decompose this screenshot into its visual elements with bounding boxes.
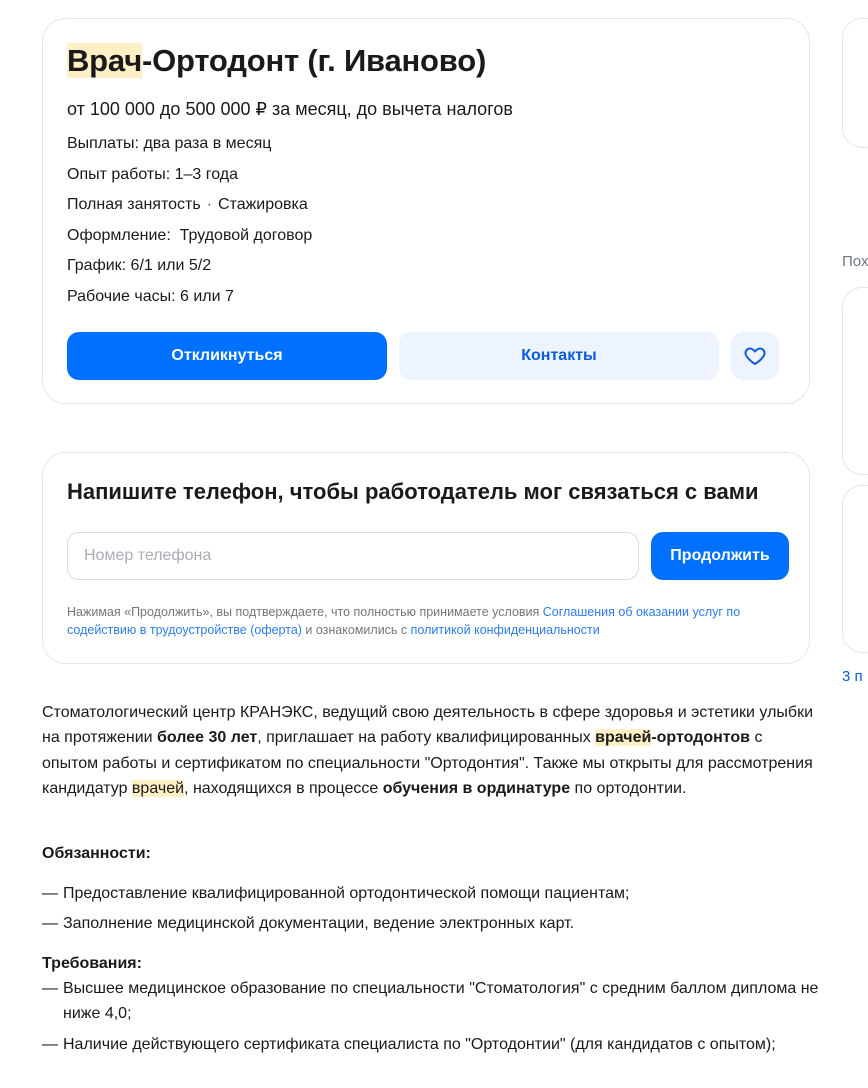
- privacy-policy-link[interactable]: политикой конфиденциальности: [410, 623, 600, 637]
- list-dash: —: [42, 980, 58, 997]
- vacancy-card: [42, 18, 810, 404]
- employment-type: [67, 195, 312, 215]
- contract-type: Оформление: Трудовой договор: [67, 226, 313, 244]
- phone-form-title: Напишите телефон, чтобы работодатель мог связаться с вами: [67, 479, 759, 504]
- vacancy-description: [42, 700, 822, 801]
- vacancy-facts: [67, 134, 312, 317]
- salary: от 100 000 до 500 000 ₽ за месяц, до вычета налогов: [67, 99, 513, 119]
- desc-bold-years: более 30 лет: [157, 729, 258, 747]
- employment: Полная занятость: [67, 196, 201, 213]
- heart-icon: [743, 344, 767, 368]
- list-item: [42, 881, 822, 906]
- duties-title: Обязанности:: [42, 845, 151, 862]
- contacts-button[interactable]: Контакты: [399, 332, 719, 380]
- requirements-title: Требования:: [42, 955, 142, 972]
- desc-text: по ортодонтии.: [570, 779, 687, 797]
- list-dash: —: [42, 1036, 58, 1053]
- desc-text: с опытом работы и сертификатом по специальности "Ортодонтия". Также мы открыты для рассмотрения кандидатур: [42, 729, 813, 797]
- desc-highlight-doctors: врачей: [595, 729, 652, 747]
- desc-bold-residency: обучения в ординатуре: [382, 779, 571, 797]
- apply-button[interactable]: Откликнуться: [67, 332, 387, 380]
- desc-text: , находящихся в процессе: [184, 779, 383, 797]
- list-item: [42, 976, 822, 1026]
- phone-form-card: [42, 452, 810, 664]
- side-vacancy-card[interactable]: [842, 485, 868, 653]
- separator-dot: ·: [206, 196, 212, 213]
- list-item-text: Высшее медицинское образование по специальности "Стоматология" с средним баллом диплома не ниже 4,0;: [63, 980, 819, 1022]
- experience: Опыт работы: 1–3 года: [67, 165, 239, 183]
- list-dash: —: [42, 915, 58, 932]
- payment-frequency: Выплаты: два раза в месяц: [67, 135, 272, 152]
- schedule: График: 6/1 или 5/2: [67, 257, 212, 274]
- list-item: [42, 911, 822, 936]
- favorite-button[interactable]: [731, 332, 779, 380]
- working-hours: Рабочие часы: 6 или 7: [67, 287, 234, 305]
- list-item-text: Предоставление квалифицированной ортодонтической помощи пациентам;: [63, 885, 630, 902]
- side-vacancy-card[interactable]: [842, 287, 868, 475]
- more-vacancies-link[interactable]: 3 п: [842, 668, 863, 685]
- list-item: [42, 1032, 822, 1057]
- desc-text: Стоматологический центр КРАНЭКС, ведущий свою деятельность в сфере здоровья и эстетики улыбки на протяжении: [42, 704, 813, 747]
- continue-button[interactable]: Продолжить: [651, 532, 789, 580]
- terms-prefix: Нажимая «Продолжить», вы подтверждаете, что полностью принимаете условия: [67, 605, 543, 619]
- internship: Стажировка: [218, 196, 308, 213]
- list-item-text: Наличие действующего сертификата специалиста по "Ортодонтии" (для кандидатов с опытом);: [63, 1036, 776, 1053]
- terms-text: [67, 603, 787, 639]
- title-rest: -Ортодонт (г. Иваново): [142, 43, 487, 78]
- list-dash: —: [42, 885, 58, 902]
- description-paragraph: [42, 700, 822, 801]
- offer-agreement-link[interactable]: Соглашения об оказании услуг по содействию в трудоустройстве (оферта): [67, 605, 741, 637]
- desc-text: , приглашает на работу квалифицированных: [257, 729, 596, 747]
- similar-vacancies-label: Пох: [842, 253, 868, 270]
- phone-input[interactable]: [67, 532, 639, 580]
- desc-highlight-doctors: врачей: [131, 779, 185, 797]
- title-highlight: Врач: [67, 43, 142, 78]
- vacancy-title: [67, 41, 486, 81]
- terms-middle: и ознакомились с: [301, 623, 411, 637]
- list-item-text: Заполнение медицинской документации, ведение электронных карт.: [63, 915, 575, 932]
- desc-bold-orthodontists: -ортодонтов: [651, 729, 750, 747]
- side-card-top[interactable]: [842, 18, 868, 148]
